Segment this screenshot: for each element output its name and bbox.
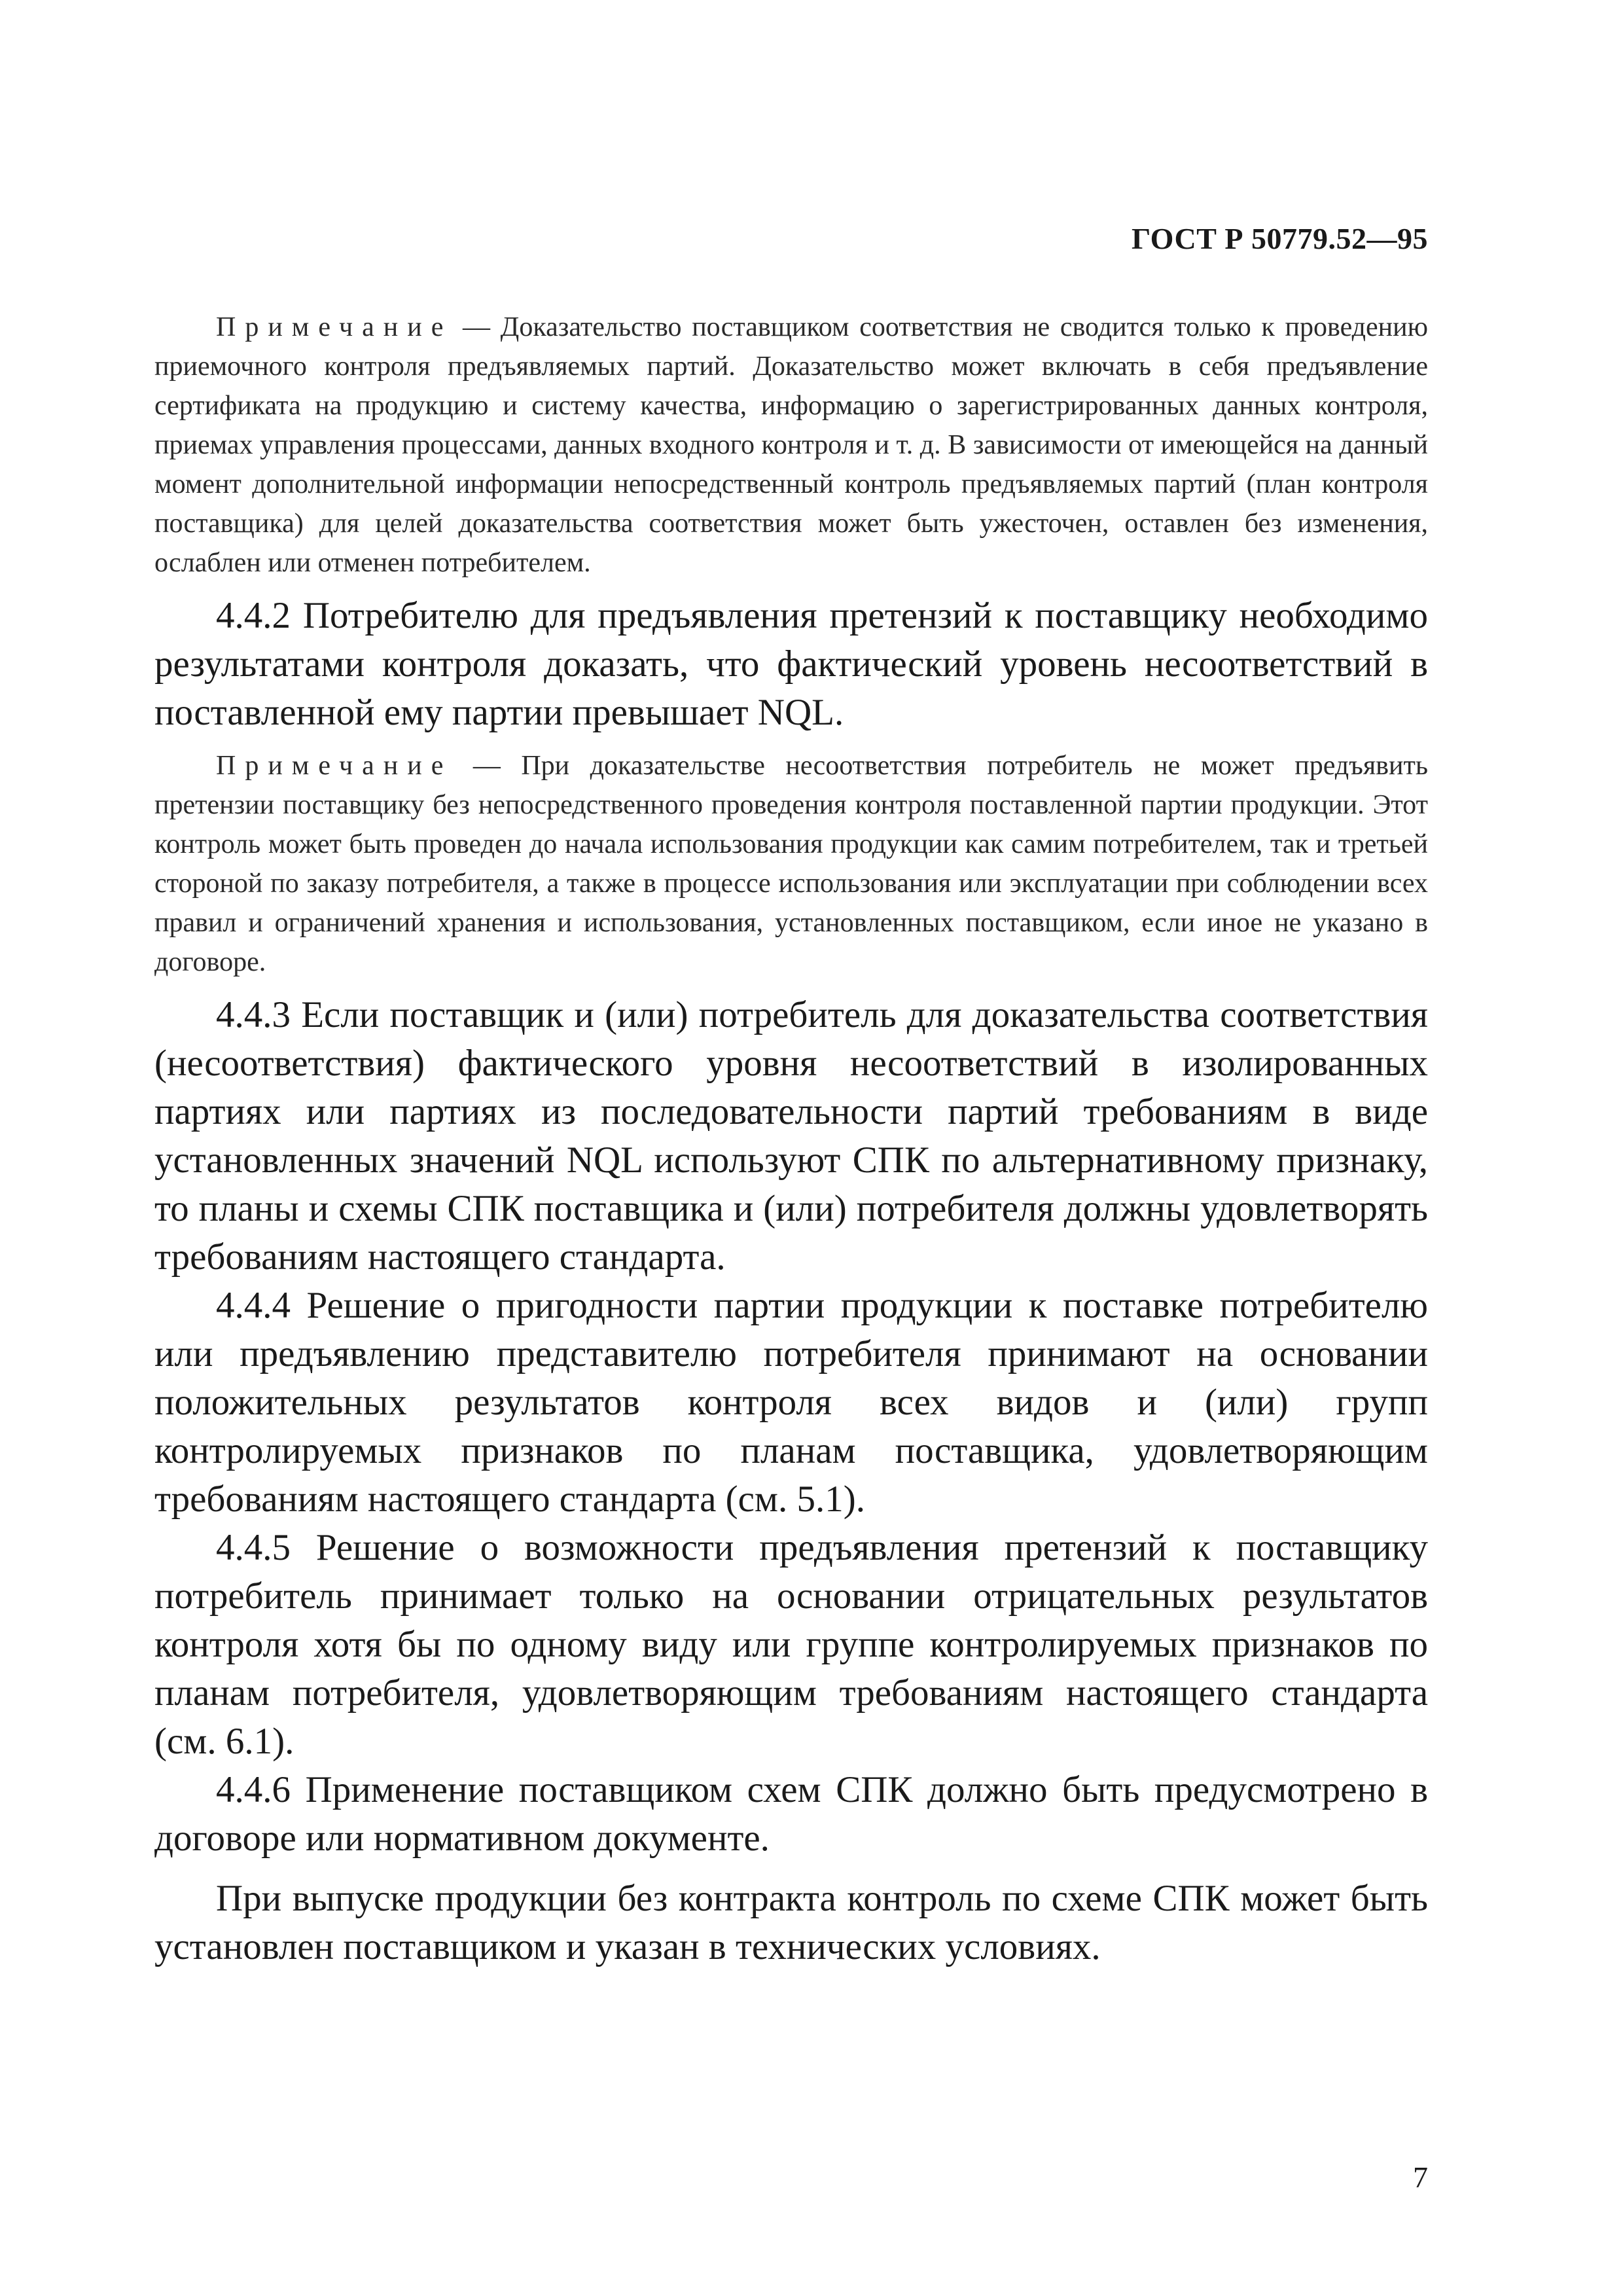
note-2-lead: Примечание: [216, 751, 453, 781]
page-number: 7: [1413, 2161, 1428, 2194]
paragraph-4-4-6: 4.4.6 Применение поставщиком схем СПК должно быть предусмотрено в договоре или нормативном документе.: [154, 1769, 1428, 1859]
note-2: [154, 746, 1428, 982]
document-code-header: ГОСТ Р 50779.52—95: [1132, 222, 1428, 255]
note-2-text: — При доказательстве несоответствия потребитель не может предъявить претензии поставщику без непосредственного проведения контроля поставленной партии продукции. Этот контроль может быть проведен до начала использования продукции как самим потребителем, так и третьей стороной по заказу потребителя, а также в процессе использования или эксплуатации при соблюдении всех правил и ограничений хранения и использования, установленных поставщиком, если иное не указано в договоре.: [154, 751, 1428, 977]
note-1: [154, 308, 1428, 583]
paragraph-4-4-5: 4.4.5 Решение о возможности предъявления претензий к поставщику потребитель принимает только на основании отрицательных результатов контроля хотя бы по одному виду или группе контролируемых признаков по планам потребителя, удовлетворяющим требованиям настоящего стандарта (см. 6.1).: [154, 1527, 1428, 1762]
paragraph-final: При выпуске продукции без контракта контроль по схеме СПК может быть установлен поставщиком и указан в технических условиях.: [154, 1878, 1428, 1967]
paragraph-4-4-4: 4.4.4 Решение о пригодности партии продукции к поставке потребителю или предъявлению представителю потребителя принимают на основании положительных результатов контроля всех видов и (или) групп контролируемых признаков по планам поставщика, удовлетворяющим требованиям настоящего стандарта (см. 5.1).: [154, 1285, 1428, 1520]
note-1-lead: Примечание: [216, 312, 453, 342]
page-content: [154, 308, 1428, 1971]
paragraph-4-4-2: 4.4.2 Потребителю для предъявления претензий к поставщику необходимо результатами контроля доказать, что фактический уровень несоответствий в поставленной ему партии превышает NQL.: [154, 595, 1428, 733]
paragraph-4-4-3: 4.4.3 Если поставщик и (или) потребитель для доказательства соответствия (несоответствия) фактического уровня несоответствий в изолированных партиях или партиях из последовательности партий требованиям в виде установленных значений NQL используют СПК по альтернативному признаку, то планы и схемы СПК поставщика и (или) потребителя должны удовлетворять требованиям настоящего стандарта.: [154, 994, 1428, 1278]
note-1-text: — Доказательство поставщиком соответствия не сводится только к проведению приемочного контроля предъявляемых партий. Доказательство может включать в себя предъявление сертификата на продукцию и систему качества, информацию о зарегистрированных данных контроля, приемах управления процессами, данных входного контроля и т. д. В зависимости от имеющейся на данный момент дополнительной информации непосредственный контроль предъявляемых партий (план контроля поставщика) для целей доказательства соответствия может быть ужесточен, оставлен без изменения, ослаблен или отменен потребителем.: [154, 312, 1428, 578]
